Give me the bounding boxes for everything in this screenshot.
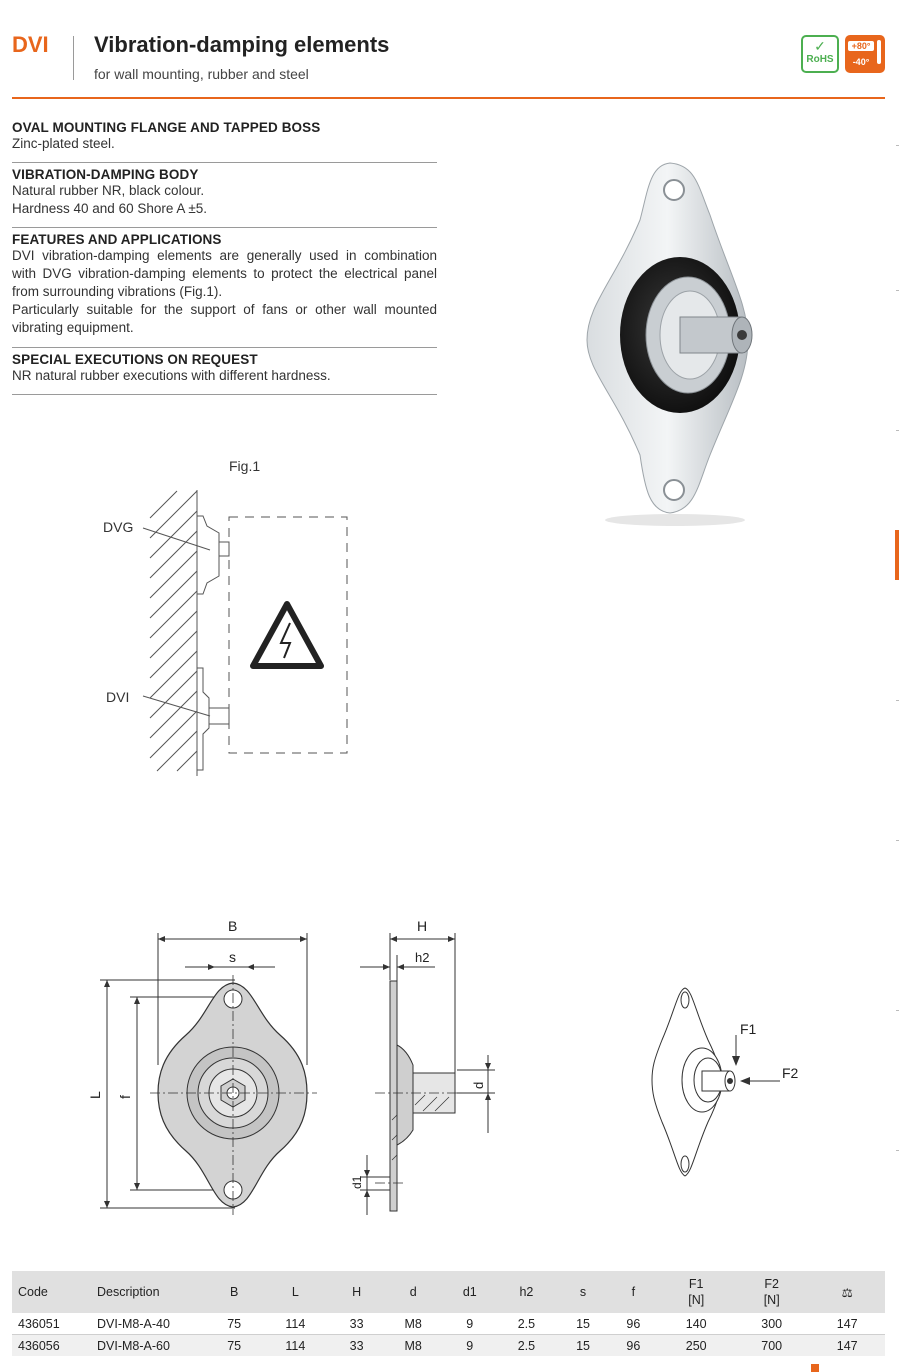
col-description: Description xyxy=(91,1271,209,1313)
section-special xyxy=(12,352,437,385)
col-d1: d1 xyxy=(445,1271,495,1313)
cell-weight: 147 xyxy=(809,1335,885,1357)
product-photo xyxy=(570,155,770,535)
section-marker xyxy=(895,530,899,580)
threaded-hole xyxy=(737,330,747,340)
header-rule xyxy=(12,97,885,99)
cell-s: 15 xyxy=(558,1335,608,1357)
cell-b: 75 xyxy=(209,1335,259,1357)
figure-1-diagram xyxy=(95,488,355,778)
f1-arrowhead xyxy=(732,1056,740,1066)
figure-label: Fig.1 xyxy=(229,458,261,474)
section-features xyxy=(12,232,437,337)
weight-icon: ⚖ xyxy=(841,1285,853,1300)
section-text: Hardness 40 and 60 Shore A ±5. xyxy=(12,201,208,216)
section-heading: SPECIAL EXECUTIONS ON REQUEST xyxy=(12,352,258,367)
label-s: s xyxy=(229,949,236,965)
f2-arrowhead xyxy=(740,1077,750,1085)
section-heading: OVAL MOUNTING FLANGE AND TAPPED BOSS xyxy=(12,120,321,135)
side-view-drawing xyxy=(345,915,505,1230)
section-divider xyxy=(12,347,437,348)
cell-s: 15 xyxy=(558,1313,608,1335)
temp-max: +80° xyxy=(848,41,874,51)
cell-d: M8 xyxy=(382,1313,445,1335)
section-divider xyxy=(12,162,437,163)
page-subtitle: for wall mounting, rubber and steel xyxy=(94,66,309,82)
table-row xyxy=(12,1313,885,1335)
cell-b: 75 xyxy=(209,1313,259,1335)
cell-code: 436056 xyxy=(12,1335,91,1357)
cell-l: 114 xyxy=(259,1335,331,1357)
cell-description: DVI-M8-A-40 xyxy=(91,1313,209,1335)
table-row xyxy=(12,1335,885,1357)
section-divider xyxy=(12,227,437,228)
col-s: s xyxy=(558,1271,608,1313)
col-b: B xyxy=(209,1271,259,1313)
mounting-hole-top xyxy=(664,180,684,200)
temperature-badge xyxy=(845,35,885,73)
cell-d1: 9 xyxy=(445,1313,495,1335)
dvi-boss xyxy=(209,708,229,724)
label-b: B xyxy=(228,918,238,934)
section-heading: FEATURES AND APPLICATIONS xyxy=(12,232,222,247)
section-text: NR natural rubber executions with different hardness. xyxy=(12,368,331,383)
cell-f1: 140 xyxy=(658,1313,733,1335)
cell-d1: 9 xyxy=(445,1335,495,1357)
section-text: DVI vibration-damping elements are generally used in combination with DVG vibration-damping elements to protect the electrical panel from surrounding vibrations (Fig.1). xyxy=(12,248,437,299)
cell-l: 114 xyxy=(259,1313,331,1335)
product-code: DVI xyxy=(12,32,49,57)
hole-bottom xyxy=(681,1156,689,1172)
cell-code: 436051 xyxy=(12,1313,91,1335)
label-f2: F2 xyxy=(782,1065,799,1081)
cell-f1: 250 xyxy=(658,1335,733,1357)
table-header-row xyxy=(12,1271,885,1313)
col-l: L xyxy=(259,1271,331,1313)
high-voltage-icon xyxy=(253,604,321,666)
dvi-element xyxy=(197,668,209,770)
rohs-label: RoHS xyxy=(806,54,834,65)
section-flange xyxy=(12,120,437,153)
label-d: d xyxy=(471,1081,486,1089)
section-text: Zinc-plated steel. xyxy=(12,136,115,151)
rohs-badge xyxy=(801,35,839,73)
section-divider xyxy=(12,394,437,395)
section-heading: VIBRATION-DAMPING BODY xyxy=(12,167,199,182)
cell-f2: 700 xyxy=(734,1335,809,1357)
col-weight xyxy=(809,1271,885,1313)
plate-section xyxy=(390,981,397,1211)
front-view-drawing xyxy=(85,915,325,1230)
cell-d: M8 xyxy=(382,1335,445,1357)
label-l: L xyxy=(87,1091,103,1099)
label-f1: F1 xyxy=(740,1021,757,1037)
dvi-callout: DVI xyxy=(106,689,130,705)
col-h2: h2 xyxy=(495,1271,558,1313)
shadow xyxy=(605,514,745,526)
label-d1: d1 xyxy=(350,1175,364,1189)
cell-f2: 300 xyxy=(734,1313,809,1335)
cell-description: DVI-M8-A-60 xyxy=(91,1335,209,1357)
label-f: f xyxy=(117,1095,133,1099)
col-h: H xyxy=(331,1271,381,1313)
spec-table xyxy=(12,1271,885,1356)
dvg-stud xyxy=(219,542,229,556)
check-icon: ✓ xyxy=(814,38,826,54)
label-h: H xyxy=(417,918,428,934)
cell-h2: 2.5 xyxy=(495,1313,558,1335)
page-title: Vibration-damping elements xyxy=(94,32,390,57)
cell-f: 96 xyxy=(608,1335,658,1357)
dvg-element xyxy=(197,516,219,594)
cell-h: 33 xyxy=(331,1313,381,1335)
col-f1: F1 [N] xyxy=(658,1271,733,1313)
col-code: Code xyxy=(12,1271,91,1313)
section-text: Particularly suitable for the support of fans or other wall mounted vibrating equipment. xyxy=(12,302,437,335)
label-h2: h2 xyxy=(415,950,430,965)
thread-hole xyxy=(727,1078,733,1084)
header-divider xyxy=(73,36,74,80)
dvg-callout: DVG xyxy=(103,519,134,535)
cell-weight: 147 xyxy=(809,1313,885,1335)
cell-h2: 2.5 xyxy=(495,1335,558,1357)
section-body xyxy=(12,167,437,218)
thermometer-icon xyxy=(877,40,881,64)
mounting-hole-bottom xyxy=(664,480,684,500)
page-marker xyxy=(811,1364,819,1372)
col-f2: F2 [N] xyxy=(734,1271,809,1313)
hole-top xyxy=(681,992,689,1008)
cell-f: 96 xyxy=(608,1313,658,1335)
col-d: d xyxy=(382,1271,445,1313)
temp-min: -40° xyxy=(852,57,870,67)
rubber-section xyxy=(397,1045,413,1145)
force-diagram xyxy=(640,980,820,1190)
col-f: f xyxy=(608,1271,658,1313)
section-text: Natural rubber NR, black colour. xyxy=(12,183,205,198)
cell-h: 33 xyxy=(331,1335,381,1357)
